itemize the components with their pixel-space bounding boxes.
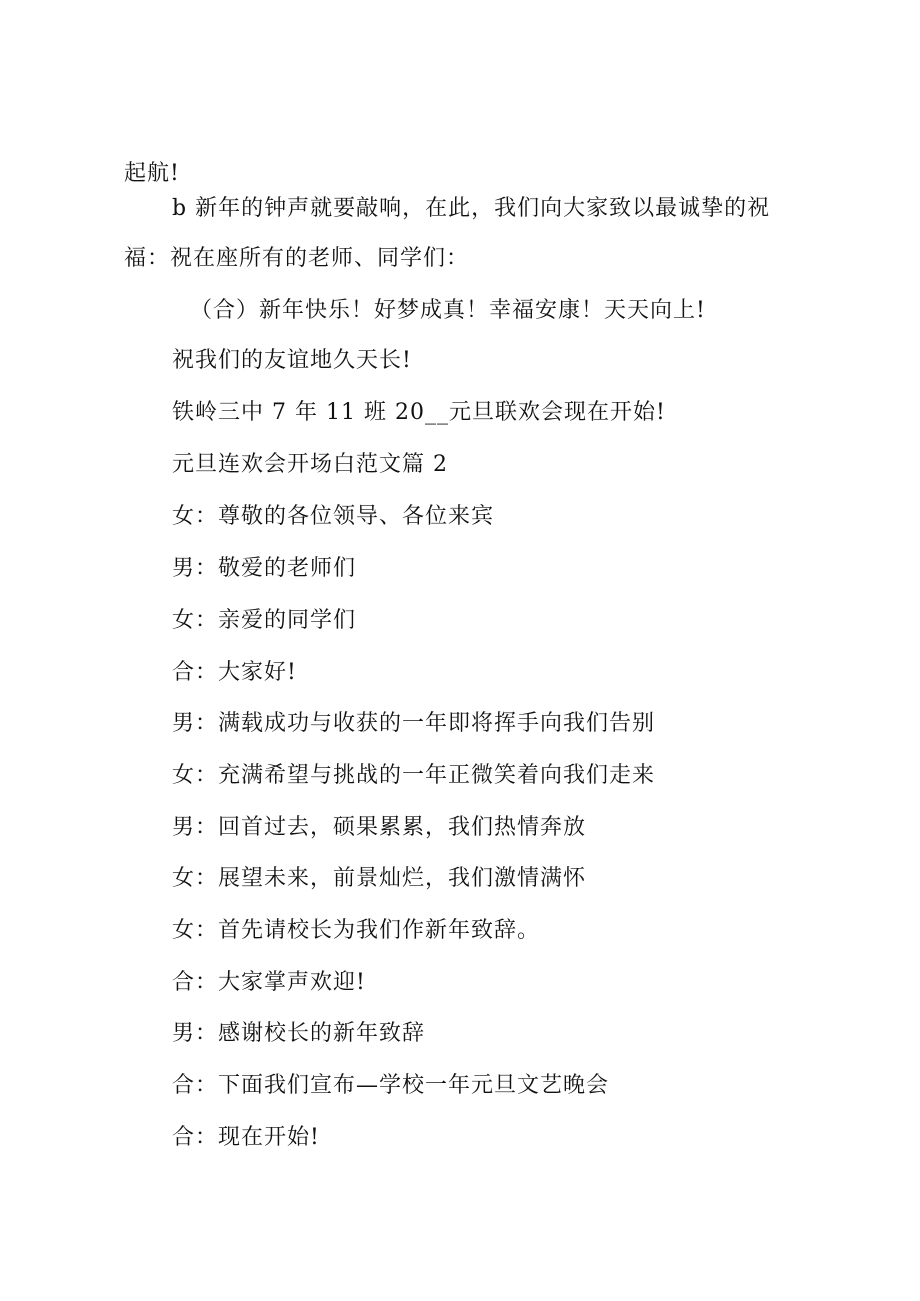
text-line: 合：现在开始! xyxy=(172,1125,320,1150)
text-line: 女：充满希望与挑战的一年正微笑着向我们走来 xyxy=(172,763,656,788)
text-line: 男：敬爱的老师们 xyxy=(172,556,357,581)
text-line: 合：大家掌声欢迎! xyxy=(172,970,366,995)
text-line: 女：展望未来，前景灿烂，我们激情满怀 xyxy=(172,866,587,891)
text-line: 男：满载成功与收获的一年即将挥手向我们告别 xyxy=(172,711,656,736)
text-line: 祝我们的友谊地久天长! xyxy=(172,348,412,373)
text-line: 铁岭三中 7 年 11 班 20__元旦联欢会现在开始! xyxy=(172,400,666,425)
text-line: 女：首先请校长为我们作新年致辞。 xyxy=(172,918,541,943)
text-line: 福：祝在座所有的老师、同学们： xyxy=(124,246,470,271)
text-line: 男：回首过去，硕果累累，我们热情奔放 xyxy=(172,815,587,840)
text-line: （合）新年快乐！好梦成真！幸福安康！天天向上! xyxy=(190,298,706,323)
section-heading: 元旦连欢会开场白范文篇 2 xyxy=(172,452,448,477)
text-line: 男：感谢校长的新年致辞 xyxy=(172,1021,426,1046)
text-line: b 新年的钟声就要敲响，在此，我们向大家致以最诚挚的祝 xyxy=(172,196,771,221)
text-line: 合：大家好! xyxy=(172,660,297,685)
text-line: 女：尊敬的各位领导、各位来宾 xyxy=(172,504,495,529)
text-line: 女：亲爱的同学们 xyxy=(172,608,357,633)
text-line: 合：下面我们宣布—学校一年元旦文艺晚会 xyxy=(172,1073,610,1098)
text-line: 起航! xyxy=(124,161,180,186)
